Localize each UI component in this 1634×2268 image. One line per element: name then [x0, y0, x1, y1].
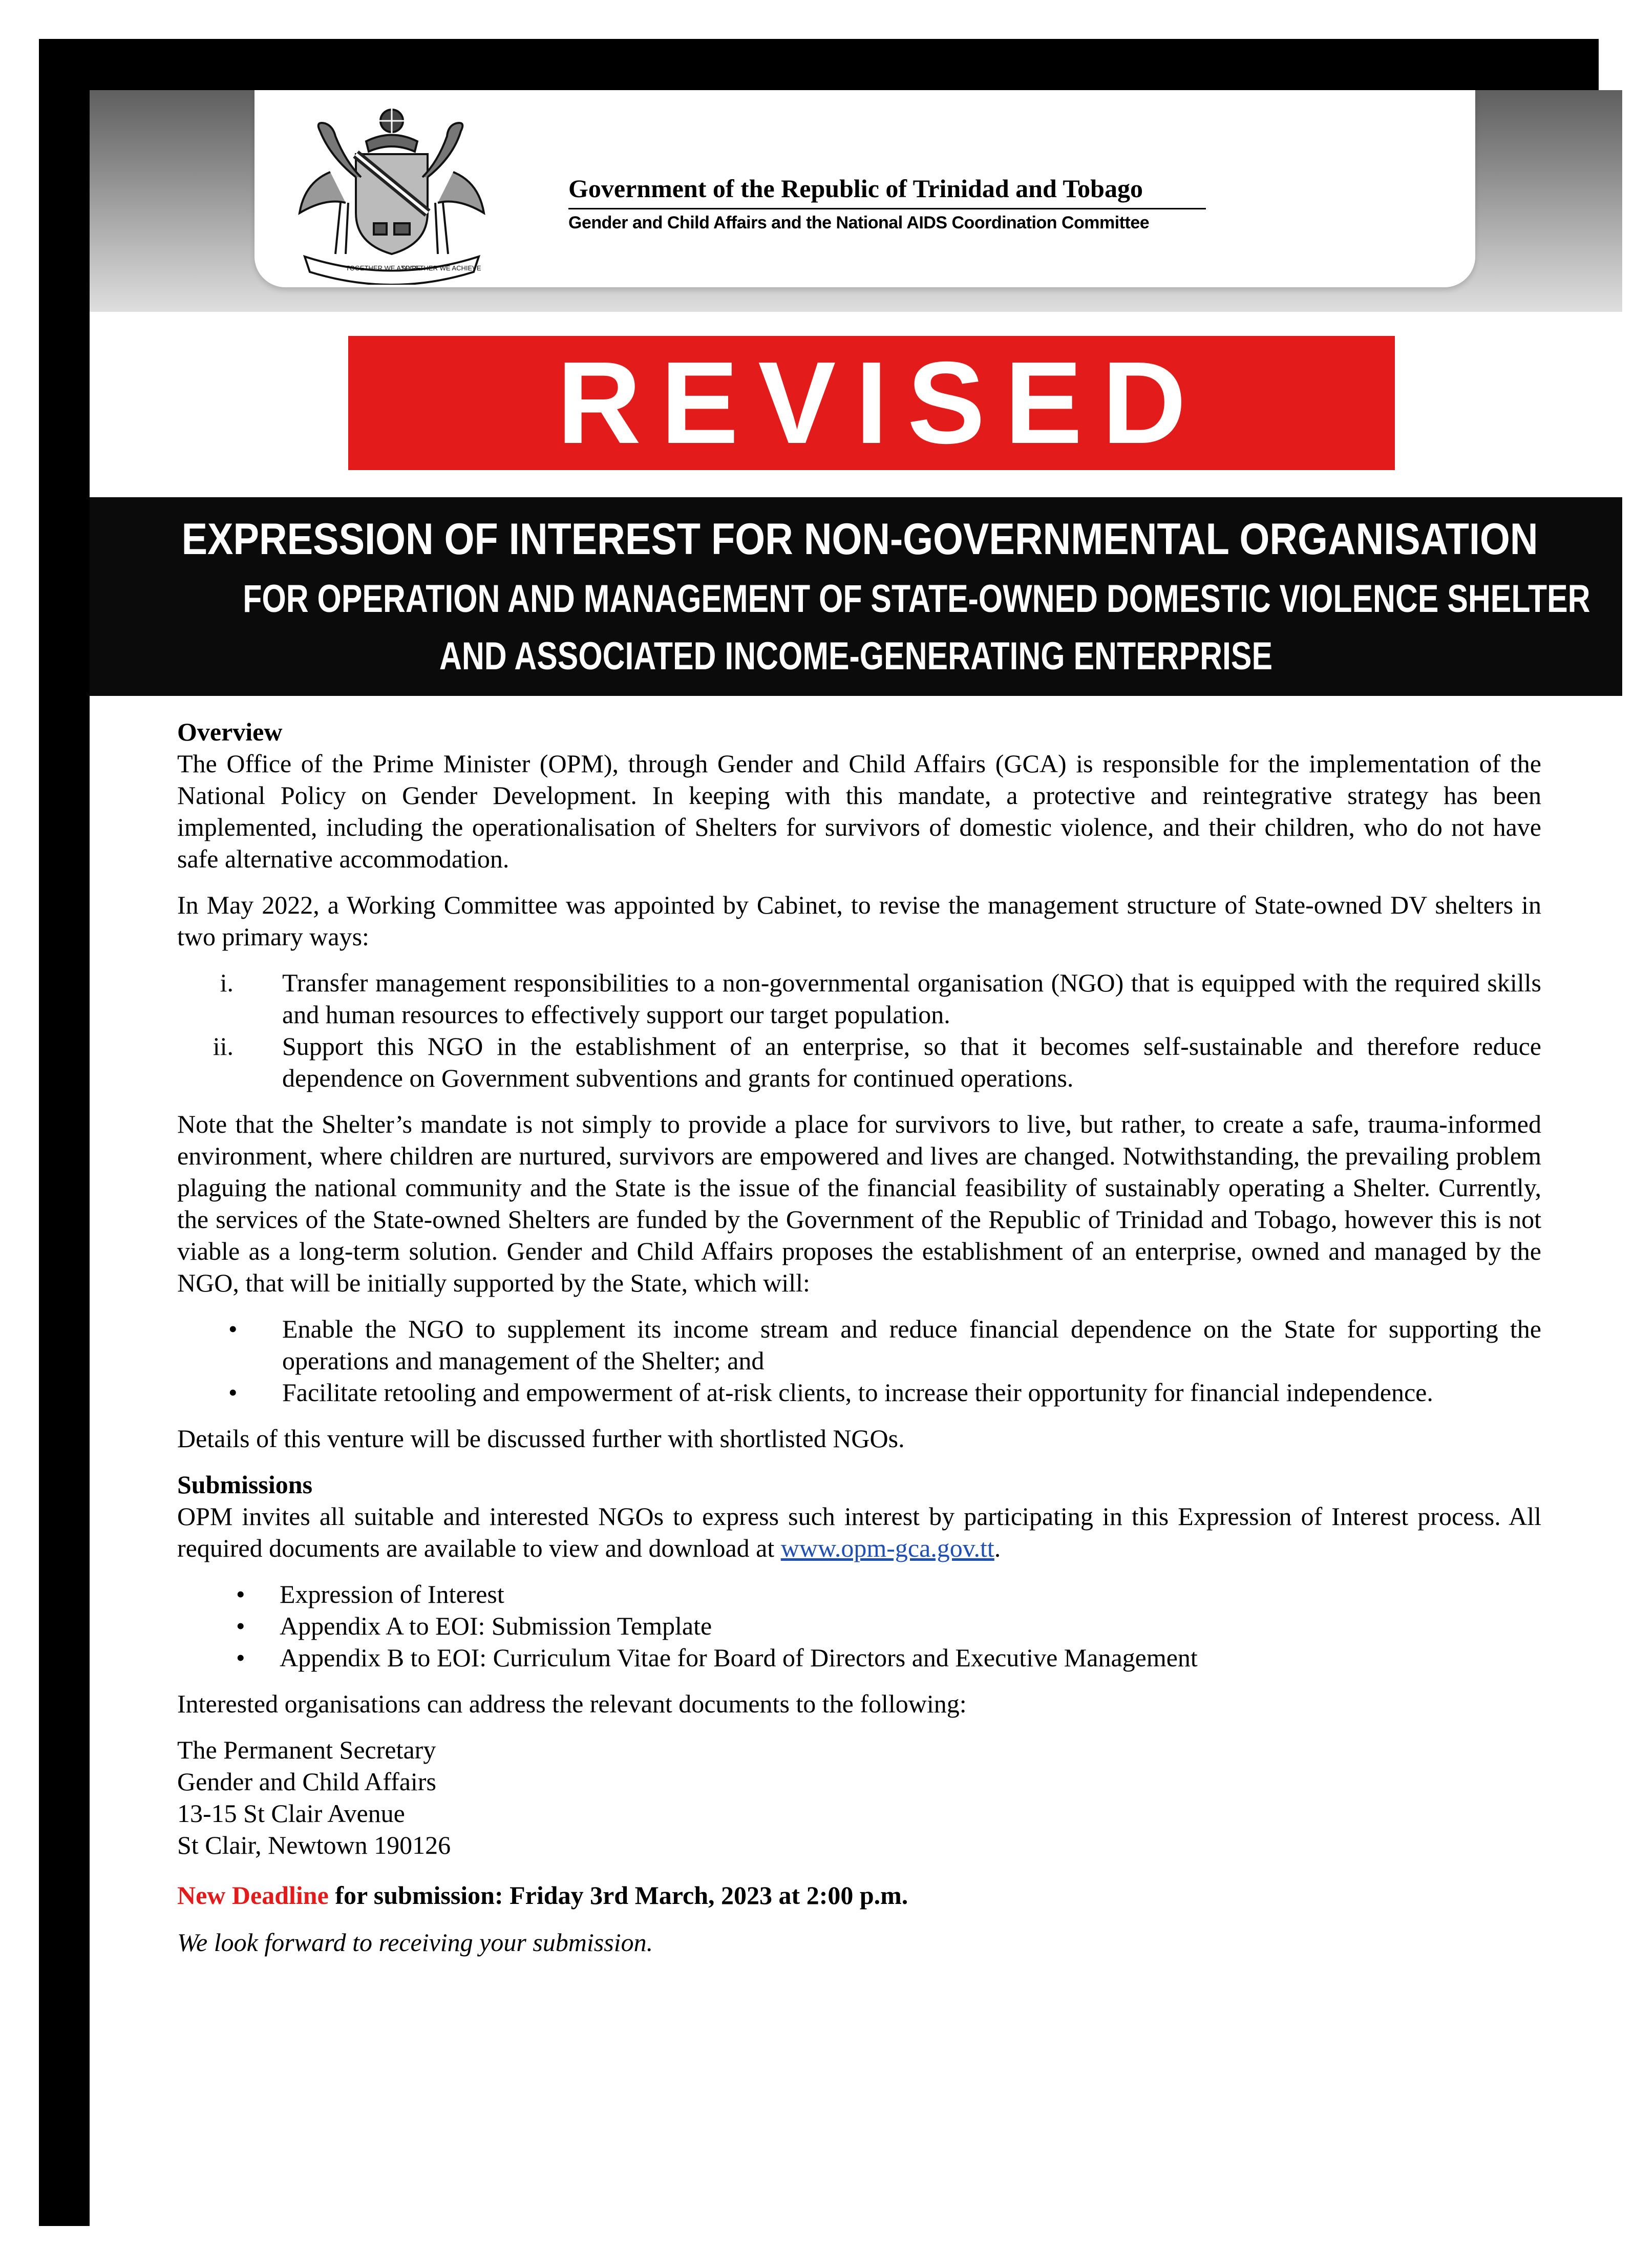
list-item [177, 1030, 1541, 1094]
list-text: Support this NGO in the establishment of an enterprise, so that it becomes self-sustainable and therefore reduce dependence on Government subventions and grants for continued operations. [282, 1032, 1541, 1092]
submissions-paragraph-1 [177, 1500, 1541, 1564]
overview-heading: Overview [177, 717, 283, 746]
list-item [177, 1610, 1541, 1642]
list-item [177, 1642, 1541, 1673]
flyer [90, 90, 1622, 2253]
list-text: Facilitate retooling and empowerment of at-risk clients, to increase their opportunity for financial independence. [282, 1378, 1433, 1407]
header-rule [568, 208, 1206, 209]
department-subtitle: Gender and Child Affairs and the National AIDS Coordination Committee [568, 213, 1150, 232]
list-item [177, 967, 1541, 1030]
bullet-icon: • [236, 1580, 245, 1608]
list-number: ii. [213, 1032, 234, 1061]
list-number: i. [220, 968, 234, 997]
bullet-icon: • [236, 1643, 245, 1672]
list-item [177, 1578, 1541, 1610]
submissions-heading: Submissions [177, 1470, 313, 1499]
list-text: Appendix B to EOI: Curriculum Vitae for Board of Directors and Executive Management [280, 1643, 1198, 1672]
deadline-line [177, 1879, 1541, 1911]
submissions-text-end: . [994, 1534, 1001, 1562]
documents-list [177, 1578, 1541, 1673]
address-line: 13-15 St Clair Avenue [177, 1799, 405, 1828]
bullet-icon: • [228, 1315, 238, 1343]
website-link[interactable]: www.opm-gca.gov.tt [780, 1534, 994, 1562]
title-line-1: EXPRESSION OF INTEREST FOR NON-GOVERNMENTAL ORGANISATION [181, 515, 1538, 564]
revised-stamp [348, 336, 1395, 470]
submissions-paragraph-2: Interested organisations can address the relevant documents to the following: [177, 1689, 967, 1718]
address-line: The Permanent Secretary [177, 1735, 436, 1764]
list-item [177, 1313, 1541, 1376]
title-line-3: AND ASSOCIATED INCOME-GENERATING ENTERPRISE [439, 634, 1273, 678]
government-title: Government of the Republic of Trinidad and Tobago [568, 174, 1143, 203]
revised-label: REVISED [557, 337, 1206, 468]
address-line: Gender and Child Affairs [177, 1767, 436, 1796]
list-text: Appendix A to EOI: Submission Template [280, 1612, 712, 1640]
coat-motto-left: TOGETHER WE ASPIRE [346, 264, 421, 272]
bullet-icon: • [236, 1612, 245, 1640]
closing-line: We look forward to receiving your submission. [177, 1928, 653, 1957]
coat-motto-right: TOGETHER WE ACHIEVE [401, 264, 481, 272]
deadline-label: New Deadline [177, 1881, 329, 1910]
deadline-text: for submission: Friday 3rd March, 2023 at 2:00 p.m. [328, 1881, 908, 1910]
management-ways-list [177, 967, 1541, 1094]
mailing-address [177, 1734, 1541, 1861]
enterprise-benefits-list [177, 1313, 1541, 1408]
title-line-2: FOR OPERATION AND MANAGEMENT OF STATE-OWNED DOMESTIC VIOLENCE SHELTER [243, 577, 1590, 621]
coat-of-arms-icon [284, 100, 499, 285]
list-item [177, 1376, 1541, 1408]
bullet-icon: • [228, 1378, 238, 1407]
overview-paragraph-2: In May 2022, a Working Committee was appointed by Cabinet, to revise the management structure of State-owned DV shelters in two primary ways: [177, 891, 1541, 951]
list-text: Transfer management responsibilities to a non-governmental organisation (NGO) that is equipped with the required skills and human resources to effectively support our target population. [282, 968, 1541, 1029]
list-text: Expression of Interest [280, 1580, 504, 1608]
address-line: St Clair, Newtown 190126 [177, 1831, 451, 1859]
document-body [177, 716, 1541, 1958]
submissions-text: OPM invites all suitable and interested NGOs to express such interest by participating in this Expression of Interest process. All required documents are available to view and download at [177, 1502, 1541, 1562]
overview-paragraph-4: Details of this venture will be discussed further with shortlisted NGOs. [177, 1424, 905, 1453]
list-text: Enable the NGO to supplement its income stream and reduce financial dependence on the State for supporting the operations and management of the Shelter; and [282, 1315, 1541, 1375]
overview-paragraph-1: The Office of the Prime Minister (OPM), through Gender and Child Affairs (GCA) is responsible for the implementation of the National Policy on Gender Development. In keeping with this mandate, a protective and reintegrative strategy has been implemented, including the operationalisation of Shelters for survivors of domestic violence, and their children, who do not have safe alternative accommodation. [177, 749, 1541, 873]
overview-paragraph-3: Note that the Shelter’s mandate is not simply to provide a place for survivors to live, but rather, to create a safe, trauma-informed environment, where children are nurtured, survivors are empowered and lives are changed. Notwithstanding, the prevailing problem plaguing the national community and the State is the issue of the financial feasibility of sustainably operating a Shelter. Currently, the services of the State-owned Shelters are funded by the Government of the Republic of Trinidad and Tobago, however this is not viable as a long-term solution. Gender and Child Affairs proposes the establishment of an enterprise, owned and managed by the NGO, that will be initially supported by the State, which will: [177, 1110, 1541, 1297]
page-border [39, 39, 1599, 2226]
